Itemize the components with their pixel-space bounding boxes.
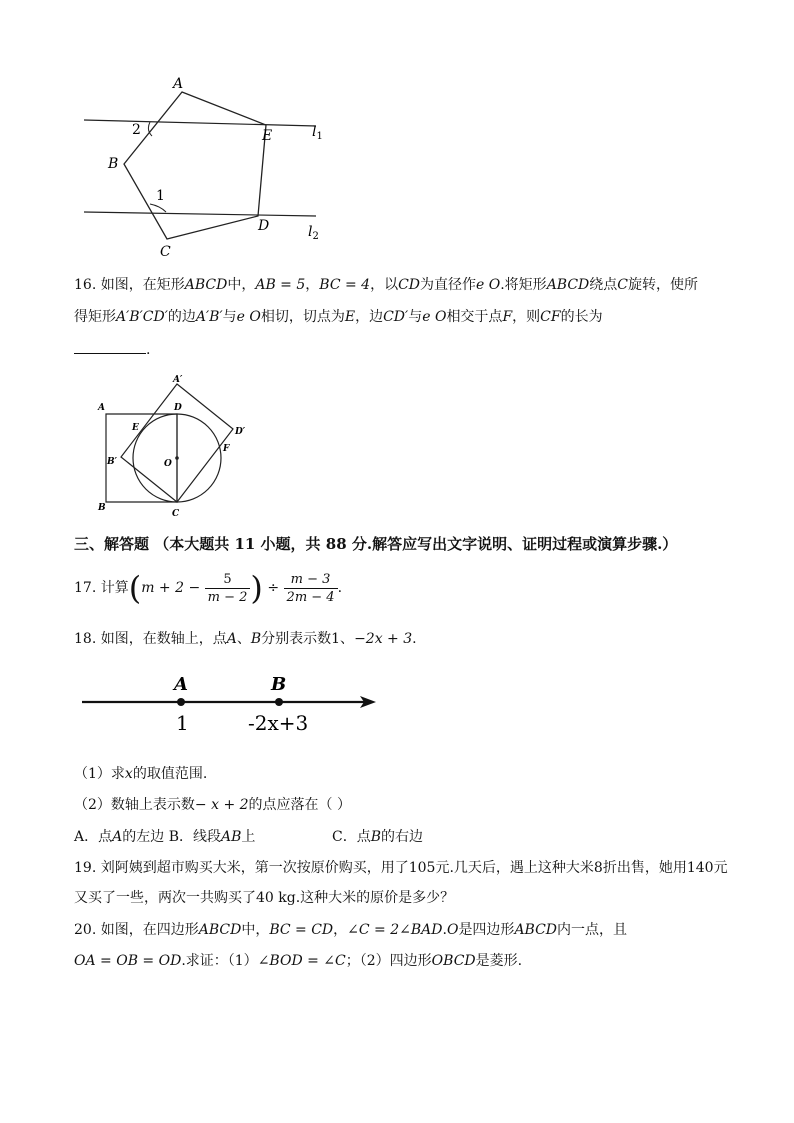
q17-line: 17. 计算(m + 2 − $\frac{5}{m - 2}$ ) ÷ $\frac{m - 3}{2m - 4}$ .	[74, 569, 343, 607]
label-angle-1: 1	[156, 188, 165, 204]
label-B: B	[98, 503, 106, 513]
line-l1	[84, 120, 316, 126]
center-point-o	[175, 456, 179, 460]
label-C: C	[172, 509, 180, 519]
figure-pentagon-parallel-lines	[70, 70, 340, 260]
q16-answer-blank[interactable]: .	[74, 339, 150, 360]
q16-line2: 得矩形A′B′CD′的边A′B′与e O相切，切点为E，边CD′与e O相交于点F，则CF的长为	[74, 309, 603, 325]
q18-part1: （1）求x的取值范围.	[74, 766, 208, 782]
label-B-prime: B′	[107, 457, 117, 467]
pentagon-abcde	[124, 92, 266, 239]
label-D: D	[258, 218, 270, 234]
q19-line2: 又买了一些，两次一共购买了40 kg.这种大米的原价是多少？	[74, 890, 455, 906]
line-l2	[84, 212, 316, 216]
label-C: C	[160, 244, 171, 260]
label-O: O	[164, 459, 172, 469]
label-A-prime: A′	[173, 375, 183, 385]
label-l1: $l_1$	[312, 124, 323, 142]
label-B: B	[108, 156, 119, 172]
angle-1-arc	[150, 204, 166, 212]
label-E: E	[262, 128, 273, 144]
section-3-heading: 三、解答题 （本大题共 11 小题，共 88 分.解答应写出文字说明、证明过程或演算步骤.）	[74, 535, 678, 553]
label-point-A: A	[174, 674, 188, 695]
label-A: A	[173, 76, 184, 92]
answer-blank[interactable]	[74, 339, 146, 354]
option-b[interactable]: B．线段AB上	[168, 829, 256, 845]
label-point-B: B	[271, 674, 287, 695]
label-E: E	[132, 423, 139, 433]
q18-options	[74, 827, 714, 847]
label-A: A	[98, 403, 105, 413]
option-a[interactable]: A．点A的左边	[74, 829, 165, 845]
fraction-5-over-m-2: $\frac{5}{m - 2}$	[205, 571, 251, 606]
point-b	[275, 698, 283, 706]
number-line-figure	[76, 668, 386, 740]
q18-line: 18. 如图，在数轴上，点A、B分别表示数1、−2x + 3.	[74, 631, 417, 647]
q16-line1: 16. 如图，在矩形ABCD中，AB = 5，BC = 4，以CD为直径作e O.将矩形ABCD绕点C旋转，使所	[74, 277, 699, 293]
label-l2: $l_2$	[308, 224, 319, 242]
option-c[interactable]: C．点B的右边	[332, 829, 424, 845]
value-point-B: -2x+3	[248, 711, 309, 735]
q20-line1: 20. 如图，在四边形ABCD中，BC = CD，∠C = 2∠BAD.O是四边形ABCD内一点，且	[74, 922, 628, 938]
q18-part2: （2）数轴上表示数− x + 2的点应落在（ ）	[74, 797, 351, 813]
figure-rectangle-circle	[90, 372, 255, 522]
q19-line1: 19. 刘阿姨到超市购买大米，第一次按原价购买，用了105元.几天后，遇上这种大米8折出售，她用140元	[74, 860, 728, 876]
fraction-m-3-over-2m-4: $\frac{m - 3}{2m - 4}$	[284, 571, 338, 606]
q20-line2: OA = OB = OD.求证：（1）∠BOD = ∠C；（2）四边形OBCD是菱形.	[74, 953, 523, 969]
label-D: D	[174, 403, 182, 413]
label-F: F	[223, 444, 230, 454]
label-D-prime: D′	[235, 427, 246, 437]
label-angle-2: 2	[132, 122, 141, 138]
point-a	[177, 698, 185, 706]
value-point-A: 1	[176, 711, 189, 735]
